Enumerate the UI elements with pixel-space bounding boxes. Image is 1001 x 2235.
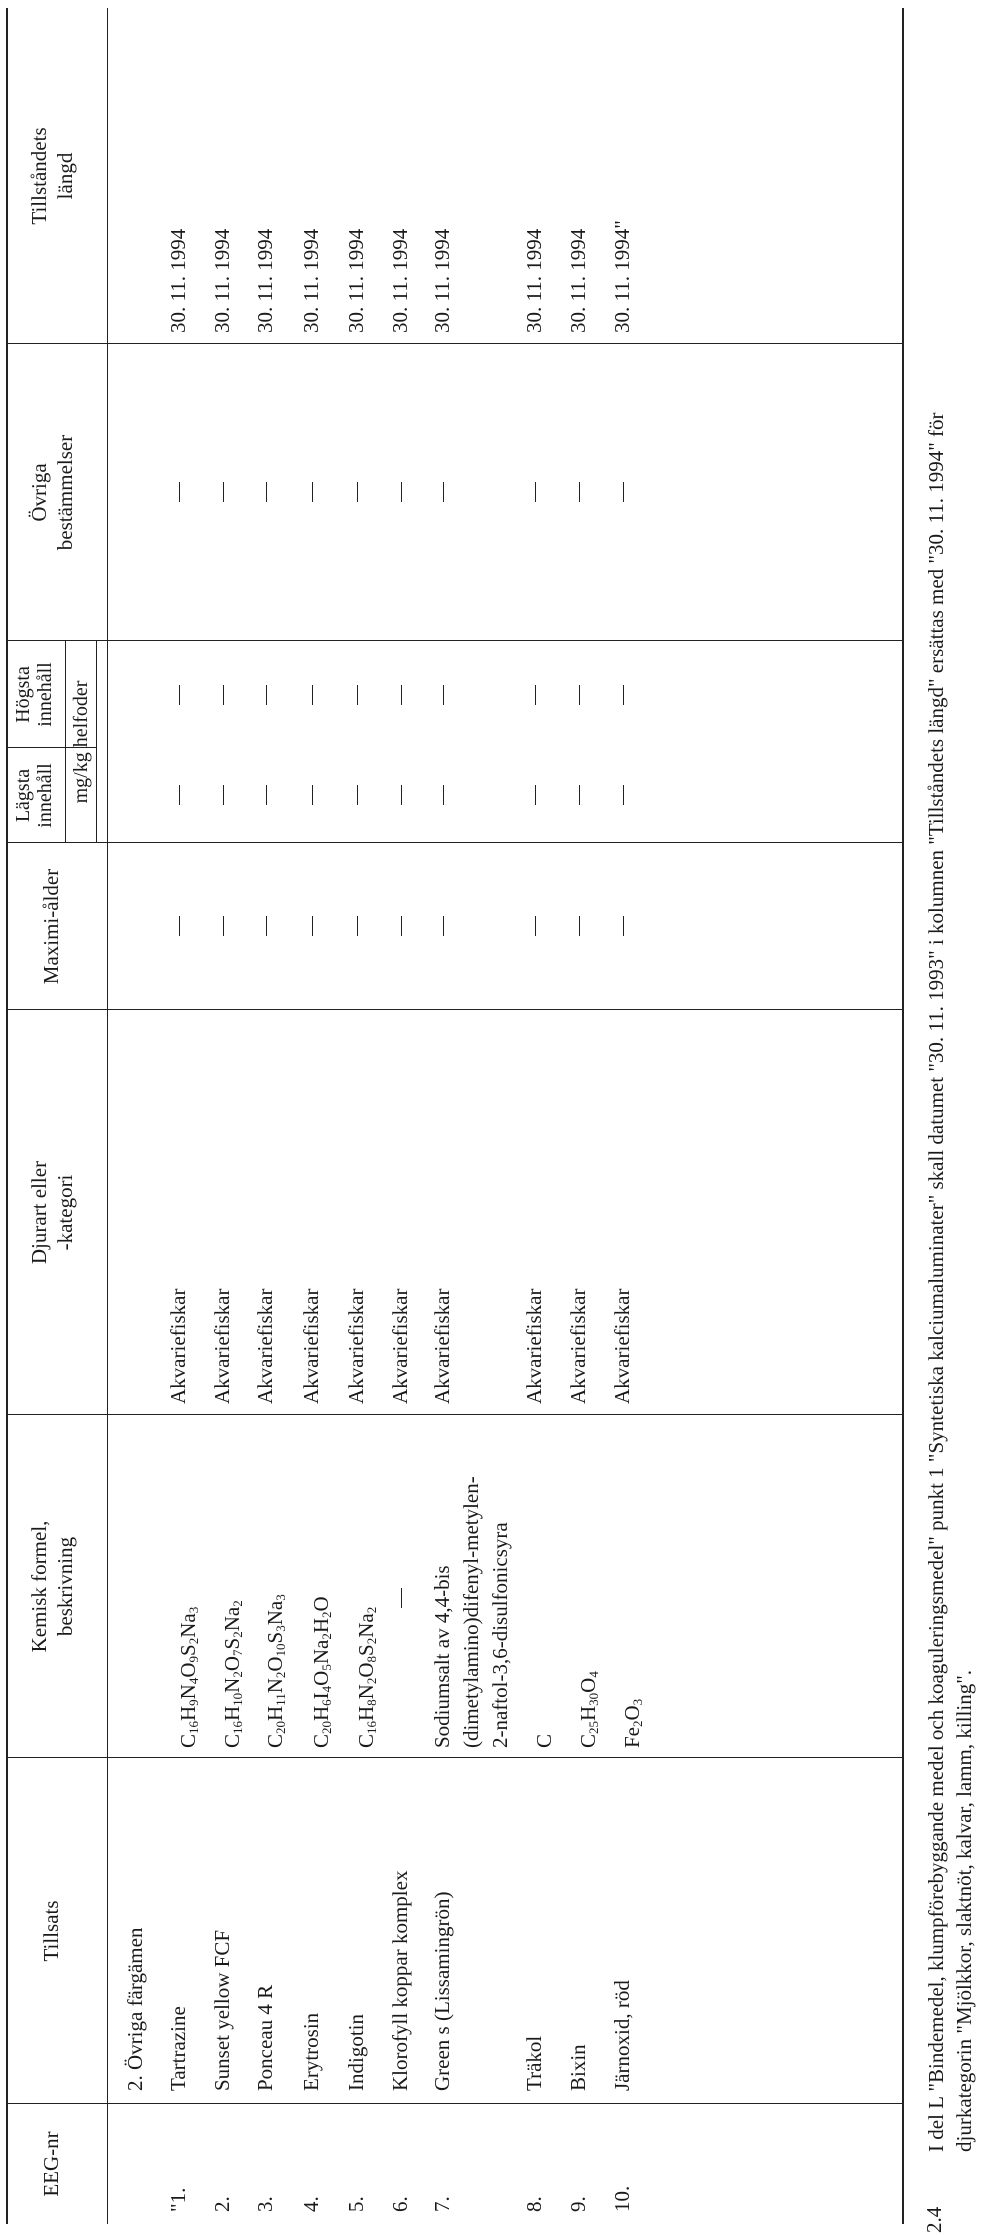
header-text: Tillsats [39, 1900, 63, 1962]
row-formel: $C_{20}H_{11}N_2O_{10}S_3Na_3$ [263, 1594, 288, 1748]
row-langd: 30. 11. 1994 [166, 228, 190, 333]
header-text: Kemisk formel, [27, 1520, 51, 1653]
row-djurart: Akvariefiskar [522, 1288, 546, 1404]
row-tillsats: Ponceau 4 R [253, 1984, 277, 2091]
row-djurart: Akvariefiskar [210, 1288, 234, 1404]
row-ovriga-dash [443, 482, 444, 502]
row-hogsta-dash [401, 685, 402, 705]
row-djurart: Akvariefiskar [430, 1288, 454, 1404]
row-eeg-nr: 4. [299, 2196, 323, 2212]
row-ovriga-dash [579, 482, 580, 502]
header-hogsta [12, 641, 56, 748]
row-lagsta-dash [623, 785, 624, 805]
row-tillsats: Järnoxid, röd [610, 1980, 634, 2091]
row-eeg-nr: 7. [430, 2196, 454, 2212]
header-lagsta [12, 748, 56, 843]
row-tillsats: Sunset yellow FCF [210, 1929, 234, 2091]
row-eeg-nr: 5. [344, 2196, 368, 2212]
row-langd: 30. 11. 1994 [344, 228, 368, 333]
row-maximi-dash [401, 916, 402, 936]
row-djurart: Akvariefiskar [344, 1288, 368, 1404]
row-lagsta-dash [266, 785, 267, 805]
header-text: Djurart eller [27, 1160, 51, 1265]
row-ovriga-dash [312, 482, 313, 502]
row-langd: 30. 11. 1994 [566, 228, 590, 333]
additives-table [6, 8, 904, 2224]
row-formel-dash [401, 1588, 402, 1608]
row-tillsats: Indigotin [344, 2014, 368, 2091]
row-formel: $C_{16}H_8N_2O_8S_2Na_2$ [354, 1606, 379, 1748]
row-langd: 30. 11. 1994 [522, 228, 546, 333]
row-eeg-nr: 6. [388, 2196, 412, 2212]
header-text: Maximi-ålder [39, 868, 63, 985]
header-text: Högsta [12, 666, 34, 723]
header-maximi [38, 843, 64, 1010]
row-eeg-nr: 9. [566, 2196, 590, 2212]
row-ovriga-dash [266, 482, 267, 502]
row-hogsta-dash [579, 685, 580, 705]
header-text: Tillståndets [27, 127, 51, 225]
row-lagsta-dash [357, 785, 358, 805]
row-djurart: Akvariefiskar [388, 1288, 412, 1404]
row-formel: $Fe_2O_3$ [620, 1698, 645, 1748]
row-formel: C [532, 1733, 556, 1748]
row-lagsta-dash [535, 785, 536, 805]
row-langd: 30. 11. 1994" [610, 220, 634, 333]
row-eeg-nr: 10. [610, 2185, 634, 2212]
row-maximi-dash [579, 916, 580, 936]
row-eeg-nr: 8. [522, 2196, 546, 2212]
header-text: innehåll [34, 763, 56, 828]
row-hogsta-dash [223, 685, 224, 705]
row-lagsta-dash [179, 785, 180, 805]
header-text: innehåll [34, 662, 56, 727]
header-rule [96, 641, 97, 843]
row-ovriga-dash [401, 482, 402, 502]
row-djurart: Akvariefiskar [566, 1288, 590, 1404]
row-eeg-nr: 3. [253, 2196, 277, 2212]
row-lagsta-dash [223, 785, 224, 805]
row-langd: 30. 11. 1994 [253, 228, 277, 333]
row-eeg-nr: 2. [210, 2196, 234, 2212]
row-maximi-dash [357, 916, 358, 936]
row-lagsta-dash [579, 785, 580, 805]
row-tillsats: Green s (Lissamingrön) [430, 1891, 454, 2091]
row-maximi-dash [179, 916, 180, 936]
column-divider [8, 842, 902, 843]
row-hogsta-dash [443, 685, 444, 705]
column-divider [8, 343, 902, 344]
row-langd: 30. 11. 1994 [299, 228, 323, 333]
footnote-number: 2.4 [922, 2206, 946, 2233]
row-ovriga-dash [223, 482, 224, 502]
header-rule [65, 641, 66, 843]
footnote-line: I del L "Bindemedel, klumpförebyggande medel och koaguleringsmedel" punkt 1 "Syntetiska kalciumaluminater" skall datumet "30. 11. 1993" i kolumnen "Tillståndets längd" ersättas med "30. 11. 1994" för [924, 412, 948, 2152]
footnote [920, 0, 1000, 2235]
header-tillsats [38, 1758, 64, 2104]
row-langd: 30. 11. 1994 [388, 228, 412, 333]
column-divider [8, 640, 902, 641]
row-ovriga-dash [535, 482, 536, 502]
header-formel [26, 1415, 78, 1758]
row-djurart: Akvariefiskar [253, 1288, 277, 1404]
row-ovriga-dash [179, 482, 180, 502]
footnote-line: djurkategorin "Mjölkkor, slaktnöt, kalvar, lamm, killing". [952, 1669, 976, 2152]
row-eeg-nr: "1. [166, 2187, 190, 2212]
header-text: EEG-nr [39, 2131, 63, 2197]
header-text: mg/kg helfoder [70, 680, 92, 804]
header-text: beskrivning [53, 1536, 77, 1637]
header-eeg-nr [38, 2104, 64, 2224]
row-tillsats: Erytrosin [299, 2012, 323, 2091]
row-formel: Sodiumsalt av 4,4-bis (dimetylamino)difenyl-metylen- 2-naftol-3,6-disulfonicsyra [430, 1476, 512, 1748]
column-divider [8, 1009, 902, 1010]
row-formel: $C_{20}H_6I_4O_5Na_2H_2O$ [309, 1596, 334, 1748]
header-unit [68, 641, 94, 843]
row-hogsta-dash [266, 685, 267, 705]
row-ovriga-dash [623, 482, 624, 502]
row-formel: $C_{16}H_9N_4O_9S_2Na_3$ [176, 1606, 201, 1748]
row-maximi-dash [623, 916, 624, 936]
row-hogsta-dash [535, 685, 536, 705]
section-title: 2. Övriga färgämen [123, 1927, 147, 2091]
footnote-text [922, 12, 978, 2152]
row-maximi-dash [312, 916, 313, 936]
header-djurart [26, 1010, 78, 1415]
row-langd: 30. 11. 1994 [210, 228, 234, 333]
row-lagsta-dash [401, 785, 402, 805]
row-maximi-dash [266, 916, 267, 936]
column-divider [8, 1757, 902, 1758]
row-hogsta-dash [312, 685, 313, 705]
row-djurart: Akvariefiskar [166, 1288, 190, 1404]
row-tillsats: Träkol [522, 2035, 546, 2091]
header-ovriga [26, 344, 78, 641]
row-hogsta-dash [357, 685, 358, 705]
row-djurart: Akvariefiskar [610, 1288, 634, 1404]
header-text: längd [53, 152, 77, 200]
header-text: bestämmelser [53, 434, 77, 551]
header-text: -kategori [53, 1174, 77, 1251]
column-divider [8, 2103, 902, 2104]
row-formel: $C_{25}H_{30}O_4$ [576, 1671, 601, 1748]
row-djurart: Akvariefiskar [299, 1288, 323, 1404]
row-lagsta-dash [312, 785, 313, 805]
column-divider [8, 1414, 902, 1415]
header-text: Lägsta [12, 768, 34, 823]
row-maximi-dash [223, 916, 224, 936]
row-tillsats: Klorofyll koppar komplex [388, 1870, 412, 2091]
row-maximi-dash [535, 916, 536, 936]
row-tillsats: Tartrazine [166, 2006, 190, 2091]
row-ovriga-dash [357, 482, 358, 502]
header-text: Övriga [27, 463, 51, 522]
row-tillsats: Bixin [566, 2044, 590, 2091]
row-formel: $C_{16}H_{10}N_2O_7S_2Na_2$ [220, 1600, 245, 1748]
row-maximi-dash [443, 916, 444, 936]
header-rule [107, 8, 108, 2224]
row-hogsta-dash [623, 685, 624, 705]
row-lagsta-dash [443, 785, 444, 805]
header-tillstand [26, 8, 78, 344]
row-langd: 30. 11. 1994 [430, 228, 454, 333]
row-hogsta-dash [179, 685, 180, 705]
